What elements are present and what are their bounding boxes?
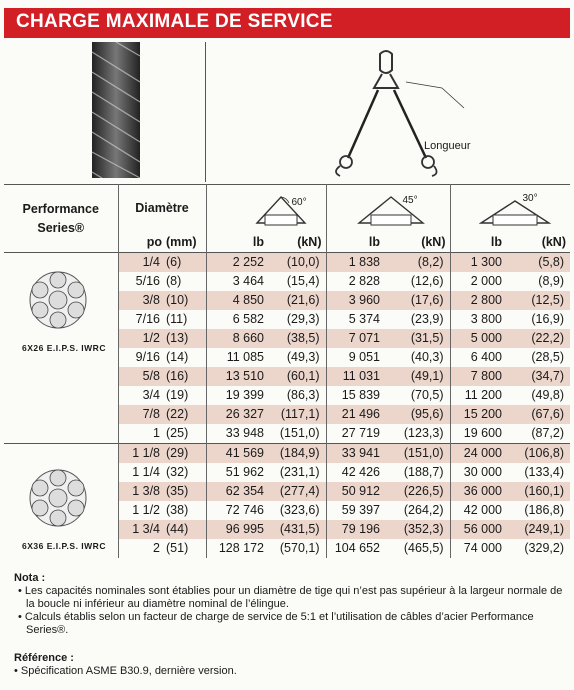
mm-cell: (6) bbox=[166, 253, 206, 273]
angle-30-header bbox=[450, 185, 570, 234]
kn30-cell: (49,8) bbox=[531, 388, 564, 402]
kn45-cell: (352,3) bbox=[386, 520, 450, 539]
lb45-cell: 79 196 bbox=[326, 520, 386, 539]
performance-header bbox=[4, 185, 118, 253]
lb30-cell: 24 000 bbox=[450, 444, 508, 464]
nota-item: • Les capacités nominales sont établies pour un diamètre de tige qui n’est pas supérieur à la largeur normale de la boucle ni inférieur au diamètre nominal de l’élingue. bbox=[18, 585, 563, 610]
reference-text: • Spécification ASME B30.9, dernière version. bbox=[14, 665, 237, 677]
po-cell: 2 bbox=[118, 539, 166, 558]
po-cell: 3/4 bbox=[118, 386, 166, 405]
kn60-cell: (570,1) bbox=[279, 541, 320, 555]
kn30-cell: (67,6) bbox=[508, 405, 570, 424]
lb30-cell: 36 000 bbox=[450, 482, 508, 501]
sling-diagram bbox=[314, 48, 474, 178]
kn60-cell: (29,3) bbox=[286, 312, 320, 326]
mm-cell: (44) bbox=[166, 520, 206, 539]
po-cell: 5/8 bbox=[118, 367, 166, 386]
group-cell bbox=[4, 405, 118, 424]
lb45-cell: 5 374 bbox=[326, 310, 386, 329]
kn30-cell: (249,1) bbox=[508, 520, 570, 539]
group-cell bbox=[4, 444, 118, 464]
lb45-cell: 27 719 bbox=[326, 424, 386, 444]
group1-label: 6X26 E.I.P.S. IWRC bbox=[22, 343, 106, 353]
table-row bbox=[4, 253, 570, 273]
kn45-cell: (264,2) bbox=[403, 503, 444, 517]
kn60-cell: (49,3) bbox=[286, 350, 320, 364]
kn60-cell: (431,5) bbox=[270, 520, 326, 539]
lb30-cell: 1 300 bbox=[450, 253, 508, 273]
divider bbox=[205, 42, 206, 182]
lb30-cell: 2 000 bbox=[450, 272, 508, 291]
mm-cell: (51) bbox=[166, 541, 189, 555]
kn60-cell: (117,1) bbox=[270, 405, 326, 424]
lb60-cell: 3 464 bbox=[206, 272, 270, 291]
lb60-cell: 11 085 bbox=[206, 348, 270, 367]
kn45-cell: (12,6) bbox=[410, 274, 444, 288]
kn30-cell: (8,9) bbox=[538, 274, 564, 288]
lb60-cell: 128 172 bbox=[206, 539, 270, 558]
mm-cell: (10) bbox=[166, 291, 206, 310]
kn60-cell: (15,4) bbox=[286, 274, 320, 288]
group-cell bbox=[4, 367, 118, 386]
table-row bbox=[4, 424, 570, 444]
nota-section bbox=[14, 572, 566, 637]
po-cell: 3/8 bbox=[118, 291, 166, 310]
kn60-cell: (277,4) bbox=[270, 482, 326, 501]
kn30-cell: (12,5) bbox=[508, 291, 570, 310]
lb45-cell: 7 071 bbox=[326, 329, 386, 348]
table-row bbox=[4, 405, 570, 424]
lb30-cell: 42 000 bbox=[450, 501, 508, 520]
lb-header-60: lb bbox=[206, 233, 270, 253]
kn45-cell: (226,5) bbox=[386, 482, 450, 501]
lb60-cell: 2 252 bbox=[206, 253, 270, 273]
triangle-30-icon bbox=[479, 191, 559, 231]
lb60-cell: 4 850 bbox=[206, 291, 270, 310]
lb30-cell: 3 800 bbox=[450, 310, 508, 329]
performance-label: Performance bbox=[22, 201, 99, 216]
triangle-45-icon bbox=[357, 191, 437, 231]
kn30-cell: (28,5) bbox=[531, 350, 564, 364]
mm-cell: (25) bbox=[166, 426, 189, 440]
kn45-cell: (40,3) bbox=[410, 350, 444, 364]
kn30-cell: (16,9) bbox=[531, 312, 564, 326]
po-cell: 1/4 bbox=[118, 253, 166, 273]
kn30-cell: (5,8) bbox=[508, 253, 570, 273]
table-row bbox=[4, 367, 570, 386]
kn60-cell: (151,0) bbox=[279, 426, 320, 440]
angle-60-label: 60° bbox=[291, 197, 307, 208]
po-cell: 7/16 bbox=[118, 310, 166, 329]
mm-cell: (14) bbox=[166, 350, 189, 364]
kn45-cell: (49,1) bbox=[386, 367, 450, 386]
lb30-cell: 56 000 bbox=[450, 520, 508, 539]
lb60-cell: 41 569 bbox=[206, 444, 270, 464]
lb45-cell: 33 941 bbox=[326, 444, 386, 464]
kn30-cell: (186,8) bbox=[524, 503, 564, 517]
lb45-cell: 59 397 bbox=[326, 501, 386, 520]
po-cell: 1 1/4 bbox=[118, 463, 166, 482]
kn45-cell: (151,0) bbox=[386, 444, 450, 464]
lb60-cell: 13 510 bbox=[206, 367, 270, 386]
table-row bbox=[4, 463, 570, 482]
lb-header-30: lb bbox=[450, 233, 508, 253]
group2-label: 6X36 E.I.P.S. IWRC bbox=[22, 541, 106, 551]
lb45-cell: 9 051 bbox=[326, 348, 386, 367]
table-row bbox=[4, 310, 570, 329]
lb60-cell: 96 995 bbox=[206, 520, 270, 539]
angle-30-label: 30° bbox=[522, 193, 538, 204]
kn45-cell: (465,5) bbox=[403, 541, 444, 555]
mm-cell: (38) bbox=[166, 503, 189, 517]
po-cell: 1 3/4 bbox=[118, 520, 166, 539]
lb45-cell: 11 031 bbox=[326, 367, 386, 386]
kn-header-45: (kN) bbox=[421, 235, 446, 249]
po-cell: 1 1/8 bbox=[118, 444, 166, 464]
po-cell: 1/2 bbox=[118, 329, 166, 348]
mm-cell: (11) bbox=[166, 312, 188, 326]
page-title: CHARGE MAXIMALE DE SERVICE bbox=[16, 11, 333, 32]
kn30-cell: (22,2) bbox=[508, 329, 570, 348]
strand-6x36-icon bbox=[28, 468, 88, 533]
kn60-cell: (323,6) bbox=[279, 503, 320, 517]
lb30-cell: 11 200 bbox=[450, 386, 508, 405]
lb30-cell: 30 000 bbox=[450, 463, 508, 482]
lb45-cell: 3 960 bbox=[326, 291, 386, 310]
lb60-cell: 51 962 bbox=[206, 463, 270, 482]
mm-cell: (35) bbox=[166, 482, 206, 501]
kn60-cell: (231,1) bbox=[279, 465, 320, 479]
kn45-cell: (188,7) bbox=[403, 465, 444, 479]
lb30-cell: 2 800 bbox=[450, 291, 508, 310]
mm-cell: (8) bbox=[166, 274, 182, 288]
mm-cell: (19) bbox=[166, 388, 189, 402]
lb30-cell: 7 800 bbox=[450, 367, 508, 386]
kn60-cell: (184,9) bbox=[270, 444, 326, 464]
table-row bbox=[4, 386, 570, 405]
po-cell: 1 3/8 bbox=[118, 482, 166, 501]
kn45-cell: (8,2) bbox=[386, 253, 450, 273]
lb45-cell: 1 838 bbox=[326, 253, 386, 273]
kn45-cell: (23,9) bbox=[410, 312, 444, 326]
lb30-cell: 15 200 bbox=[450, 405, 508, 424]
strand-6x26-icon bbox=[28, 270, 88, 335]
lb45-cell: 104 652 bbox=[326, 539, 386, 558]
header-illustrations bbox=[4, 42, 570, 182]
reference-section bbox=[14, 652, 237, 678]
title-banner bbox=[4, 8, 570, 38]
kn30-cell: (34,7) bbox=[508, 367, 570, 386]
kn45-cell: (123,3) bbox=[403, 426, 444, 440]
lb45-cell: 15 839 bbox=[326, 386, 386, 405]
lb45-cell: 50 912 bbox=[326, 482, 386, 501]
mm-cell: (16) bbox=[166, 367, 206, 386]
capacity-table bbox=[4, 184, 570, 558]
po-cell: 7/8 bbox=[118, 405, 166, 424]
table-row bbox=[4, 291, 570, 310]
table-row bbox=[4, 482, 570, 501]
angle-45-label: 45° bbox=[402, 195, 418, 206]
lb30-cell: 74 000 bbox=[450, 539, 508, 558]
nota-title: Nota : bbox=[14, 572, 46, 584]
po-header: po bbox=[118, 233, 166, 253]
kn30-cell: (329,2) bbox=[524, 541, 564, 555]
table-row bbox=[4, 520, 570, 539]
mm-cell: (22) bbox=[166, 405, 206, 424]
kn30-cell: (133,4) bbox=[524, 465, 564, 479]
series-label: Series® bbox=[37, 220, 85, 235]
kn45-cell: (31,5) bbox=[386, 329, 450, 348]
kn45-cell: (17,6) bbox=[386, 291, 450, 310]
table-row bbox=[4, 272, 570, 291]
lb30-cell: 5 000 bbox=[450, 329, 508, 348]
lb60-cell: 8 660 bbox=[206, 329, 270, 348]
table-row bbox=[4, 444, 570, 464]
lb45-cell: 42 426 bbox=[326, 463, 386, 482]
table-body bbox=[4, 253, 570, 559]
lb60-cell: 26 327 bbox=[206, 405, 270, 424]
kn60-cell: (10,0) bbox=[270, 253, 326, 273]
nota-item: • Calculs établis selon un facteur de charge de service de 5:1 et l’utilisation de câbles d’acier Performance Series®. bbox=[18, 611, 534, 636]
lb60-cell: 19 399 bbox=[206, 386, 270, 405]
lb60-cell: 33 948 bbox=[206, 424, 270, 444]
kn-header-30: (kN) bbox=[541, 235, 566, 249]
po-cell: 1 1/2 bbox=[118, 501, 166, 520]
table-row bbox=[4, 501, 570, 520]
diametre-header: Diamètre bbox=[118, 185, 206, 234]
lb30-cell: 6 400 bbox=[450, 348, 508, 367]
lb60-cell: 6 582 bbox=[206, 310, 270, 329]
lb45-cell: 21 496 bbox=[326, 405, 386, 424]
kn60-cell: (21,6) bbox=[270, 291, 326, 310]
lb45-cell: 2 828 bbox=[326, 272, 386, 291]
kn45-cell: (95,6) bbox=[386, 405, 450, 424]
angle-45-header bbox=[326, 185, 450, 234]
lb60-cell: 62 354 bbox=[206, 482, 270, 501]
mm-cell: (13) bbox=[166, 329, 206, 348]
reference-title: Référence : bbox=[14, 652, 74, 664]
lb-header-45: lb bbox=[326, 233, 386, 253]
kn-header-60: (kN) bbox=[297, 235, 322, 249]
po-cell: 1 bbox=[118, 424, 166, 444]
group-cell bbox=[4, 386, 118, 405]
angle-60-header bbox=[206, 185, 326, 234]
longueur-label: Longueur bbox=[424, 140, 471, 152]
group-cell bbox=[4, 424, 118, 444]
kn30-cell: (87,2) bbox=[531, 426, 564, 440]
kn60-cell: (60,1) bbox=[270, 367, 326, 386]
kn30-cell: (106,8) bbox=[508, 444, 570, 464]
lb30-cell: 19 600 bbox=[450, 424, 508, 444]
kn60-cell: (86,3) bbox=[286, 388, 320, 402]
mm-cell: (32) bbox=[166, 465, 189, 479]
lb60-cell: 72 746 bbox=[206, 501, 270, 520]
po-cell: 9/16 bbox=[118, 348, 166, 367]
mm-cell: (29) bbox=[166, 444, 206, 464]
kn30-cell: (160,1) bbox=[508, 482, 570, 501]
po-cell: 5/16 bbox=[118, 272, 166, 291]
wire-rope-image bbox=[86, 42, 146, 178]
mm-header: (mm) bbox=[166, 235, 197, 249]
triangle-60-icon bbox=[251, 191, 321, 231]
kn45-cell: (70,5) bbox=[410, 388, 444, 402]
kn60-cell: (38,5) bbox=[270, 329, 326, 348]
